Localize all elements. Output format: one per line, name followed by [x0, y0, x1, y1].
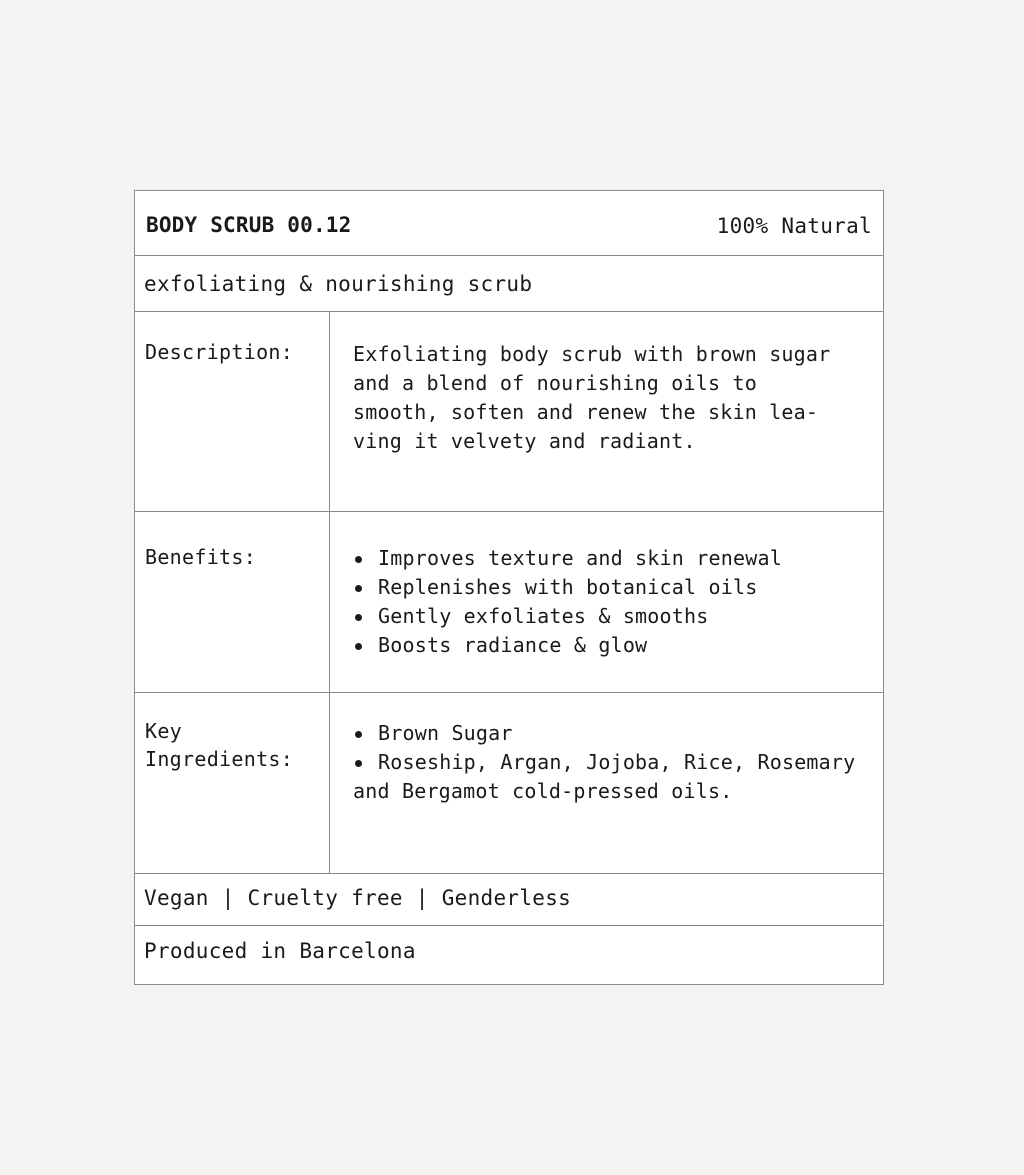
label-header — [135, 191, 883, 256]
product-title: BODY SCRUB 00.12 — [146, 213, 352, 237]
benefits-label-cell — [135, 512, 330, 692]
description-line: Exfoliating body scrub with brown sugar — [353, 342, 831, 366]
tags-row — [135, 874, 883, 926]
benefit-item: Improves texture and skin renewal — [353, 544, 875, 573]
ingredients-label-line: Ingredients: — [145, 747, 294, 771]
product-label — [134, 190, 884, 985]
ingredients-list — [353, 719, 875, 777]
description-line: smooth, soften and renew the skin lea- — [353, 400, 819, 424]
benefits-list-cell — [353, 544, 875, 660]
ingredients-list-cell — [353, 719, 875, 806]
ingredient-item: Roseship, Argan, Jojoba, Rice, Rosemary — [353, 748, 875, 777]
origin-text: Produced in Barcelona — [144, 939, 416, 963]
benefit-item: Replenishes with botanical oils — [353, 573, 875, 602]
ingredients-row — [135, 693, 883, 874]
description-label: Description: — [145, 340, 294, 364]
description-line: ving it velvety and radiant. — [353, 429, 696, 453]
benefit-item: Gently exfoliates & smooths — [353, 602, 875, 631]
ingredients-label-line: Key — [145, 719, 183, 743]
description-text — [353, 340, 875, 456]
product-subtitle: exfoliating & nourishing scrub — [144, 272, 533, 296]
description-line: and a blend of nourishing oils to — [353, 371, 757, 395]
ingredients-label — [145, 717, 325, 773]
origin-row — [135, 926, 883, 984]
description-label-cell — [135, 312, 330, 511]
benefits-label: Benefits: — [145, 545, 257, 569]
benefits-list — [353, 544, 875, 660]
benefits-row — [135, 512, 883, 693]
ingredient-item: Brown Sugar — [353, 719, 875, 748]
ingredients-label-cell — [135, 693, 330, 873]
natural-badge: 100% Natural — [716, 214, 872, 238]
benefit-item: Boosts radiance & glow — [353, 631, 875, 660]
ingredient-continuation: and Bergamot cold-pressed oils. — [353, 779, 733, 803]
product-tags: Vegan | Cruelty free | Genderless — [144, 886, 572, 910]
subtitle-row — [135, 256, 883, 312]
description-row — [135, 312, 883, 512]
